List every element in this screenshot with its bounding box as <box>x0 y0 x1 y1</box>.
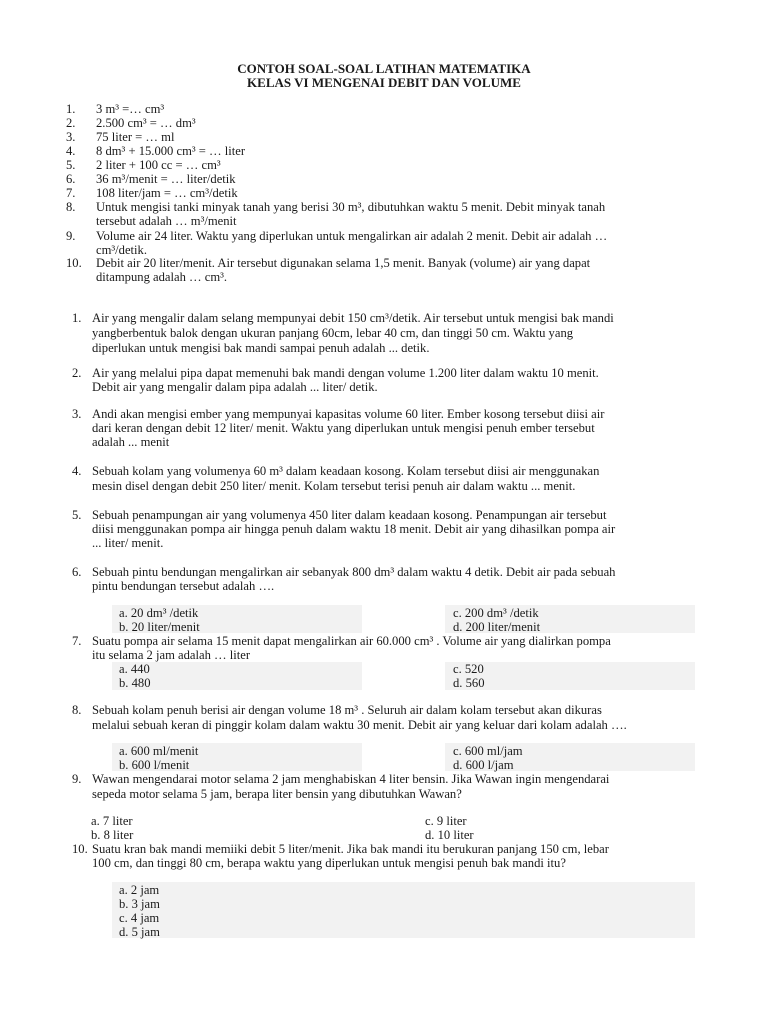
item-number: 6. <box>72 565 82 579</box>
item-text: Suatu pompa air selama 15 menit dapat mengalirkan air 60.000 cm³ . Volume air yang dialirkan pompa <box>92 634 611 648</box>
item-text: ... liter/ menit. <box>92 536 164 550</box>
item-text: dari keran dengan debit 12 liter/ menit. Waktu yang diperlukan untuk mengisi penuh ember tersebut <box>92 421 595 435</box>
item-text: Sebuah kolam yang volumenya 60 m³ dalam keadaan kosong. Kolam tersebut diisi air menggunakan <box>92 464 600 478</box>
q10-option-d: d. 5 jam <box>119 925 160 939</box>
item-number: 3. <box>72 407 82 421</box>
item-text: ditampung adalah … cm³. <box>96 270 228 284</box>
item-text: Sebuah pintu bendungan mengalirkan air sebanyak 800 dm³ dalam waktu 4 detik. Debit air pada sebuah <box>92 565 616 579</box>
item-text: tersebut adalah … m³/menit <box>96 214 237 228</box>
item-number: 2. <box>72 366 82 380</box>
item-number: 6. <box>66 172 76 186</box>
item-text: 75 liter = … ml <box>96 130 175 144</box>
item-text: Volume air 24 liter. Waktu yang diperlukan untuk mengalirkan air adalah 2 menit. Debit air adalah … <box>96 229 608 243</box>
item-number: 8. <box>72 703 82 717</box>
item-text: 36 m³/menit = … liter/detik <box>96 172 236 186</box>
q8-option-c: c. 600 ml/jam <box>453 744 523 758</box>
item-text: 8 dm³ + 15.000 cm³ = … liter <box>96 144 246 158</box>
q7-option-b: b. 480 <box>119 676 151 690</box>
option-band <box>112 882 695 938</box>
q7-option-d: d. 560 <box>453 676 485 690</box>
q7-option-a: a. 440 <box>119 662 150 676</box>
item-text: Untuk mengisi tanki minyak tanah yang berisi 30 m³, dibutuhkan waktu 5 menit. Debit minyak tanah <box>96 200 606 214</box>
item-text: Debit air 20 liter/menit. Air tersebut digunakan selama 1,5 menit. Banyak (volume) air yang dapat <box>96 256 591 270</box>
q7-option-c: c. 520 <box>453 662 484 676</box>
item-text: Debit air yang mengalir dalam pipa adalah ... liter/ detik. <box>92 380 378 394</box>
item-text: Sebuah penampungan air yang volumenya 450 liter dalam keadaan kosong. Penampungan air tersebut <box>92 508 607 522</box>
item-number: 8. <box>66 200 76 214</box>
item-text: 108 liter/jam = … cm³/detik <box>96 186 238 200</box>
item-number: 10. <box>72 842 88 856</box>
title-line-1: CONTOH SOAL-SOAL LATIHAN MATEMATIKA <box>237 61 531 76</box>
item-number: 7. <box>72 634 82 648</box>
q9-option-c: c. 9 liter <box>425 814 467 828</box>
item-number: 1. <box>72 311 82 325</box>
item-number: 4. <box>66 144 76 158</box>
q10-option-b: b. 3 jam <box>119 897 160 911</box>
item-text: 3 m³ =… cm³ <box>96 102 165 116</box>
item-number: 2. <box>66 116 76 130</box>
q6-option-a: a. 20 dm³ /detik <box>119 606 199 620</box>
item-number: 10. <box>66 256 82 270</box>
item-text: Andi akan mengisi ember yang mempunyai kapasitas volume 60 liter. Ember kosong tersebut diisi air <box>92 407 605 421</box>
item-text: Air yang mengalir dalam selang mempunyai debit 150 cm³/detik. Air tersebut untuk mengisi bak mandi <box>92 311 614 325</box>
item-text: 100 cm, dan tinggi 80 cm, berapa waktu yang diperlukan untuk mengisi penuh bak mandi itu? <box>92 856 566 870</box>
item-number: 5. <box>66 158 76 172</box>
q6-option-b: b. 20 liter/menit <box>119 620 200 634</box>
item-text: pintu bendungan tersebut adalah …. <box>92 579 275 593</box>
item-number: 1. <box>66 102 76 116</box>
item-text: 2 liter + 100 cc = … cm³ <box>96 158 221 172</box>
q8-option-a: a. 600 ml/menit <box>119 744 199 758</box>
item-text: melalui sebuah keran di pinggir kolam dalam waktu 30 menit. Debit air yang keluar dari kolam adalah …. <box>92 718 627 732</box>
q9-option-a: a. 7 liter <box>91 814 133 828</box>
q9-option-b: b. 8 liter <box>91 828 134 842</box>
q6-option-d: d. 200 liter/menit <box>453 620 541 634</box>
q10-option-c: c. 4 jam <box>119 911 160 925</box>
item-text: Suatu kran bak mandi memiiki debit 5 liter/menit. Jika bak mandi itu berukuran panjang 150 cm, lebar <box>92 842 609 856</box>
item-text: Wawan mengendarai motor selama 2 jam menghabiskan 4 liter bensin. Jika Wawan ingin mengendarai <box>92 772 610 786</box>
item-text: diisi menggunakan pompa air hingga penuh dalam waktu 18 menit. Debit air yang dihasilkan pompa air <box>92 522 616 536</box>
item-text: mesin disel dengan debit 250 liter/ menit. Kolam tersebut terisi penuh air dalam waktu ... menit. <box>92 479 576 493</box>
item-text: yangberbentuk balok dengan ukuran panjang 60cm, lebar 40 cm, dan tinggi 50 cm. Waktu yang <box>92 326 574 340</box>
item-number: 9. <box>66 229 76 243</box>
item-number: 4. <box>72 464 82 478</box>
item-number: 9. <box>72 772 82 786</box>
q10-option-a: a. 2 jam <box>119 883 160 897</box>
q9-option-d: d. 10 liter <box>425 828 474 842</box>
q6-option-c: c. 200 dm³ /detik <box>453 606 539 620</box>
item-text: Air yang melalui pipa dapat memenuhi bak mandi dengan volume 1.200 liter dalam waktu 10 menit. <box>92 366 599 380</box>
q8-option-d: d. 600 l/jam <box>453 758 514 772</box>
item-text: sepeda motor selama 5 jam, berapa liter bensin yang dibutuhkan Wawan? <box>92 787 462 801</box>
item-number: 3. <box>66 130 76 144</box>
q8-option-b: b. 600 l/menit <box>119 758 190 772</box>
item-text: adalah ... menit <box>92 435 170 449</box>
item-text: 2.500 cm³ = … dm³ <box>96 116 196 130</box>
item-text: cm³/detik. <box>96 243 147 257</box>
item-text: Sebuah kolam penuh berisi air dengan volume 18 m³ . Seluruh air dalam kolam tersebut akan dikuras <box>92 703 602 717</box>
item-text: diperlukan untuk mengisi bak mandi sampai penuh adalah ... detik. <box>92 341 430 355</box>
item-text: itu selama 2 jam adalah … liter <box>92 648 251 662</box>
title-line-2: KELAS VI MENGENAI DEBIT DAN VOLUME <box>247 75 521 90</box>
item-number: 7. <box>66 186 76 200</box>
item-number: 5. <box>72 508 82 522</box>
